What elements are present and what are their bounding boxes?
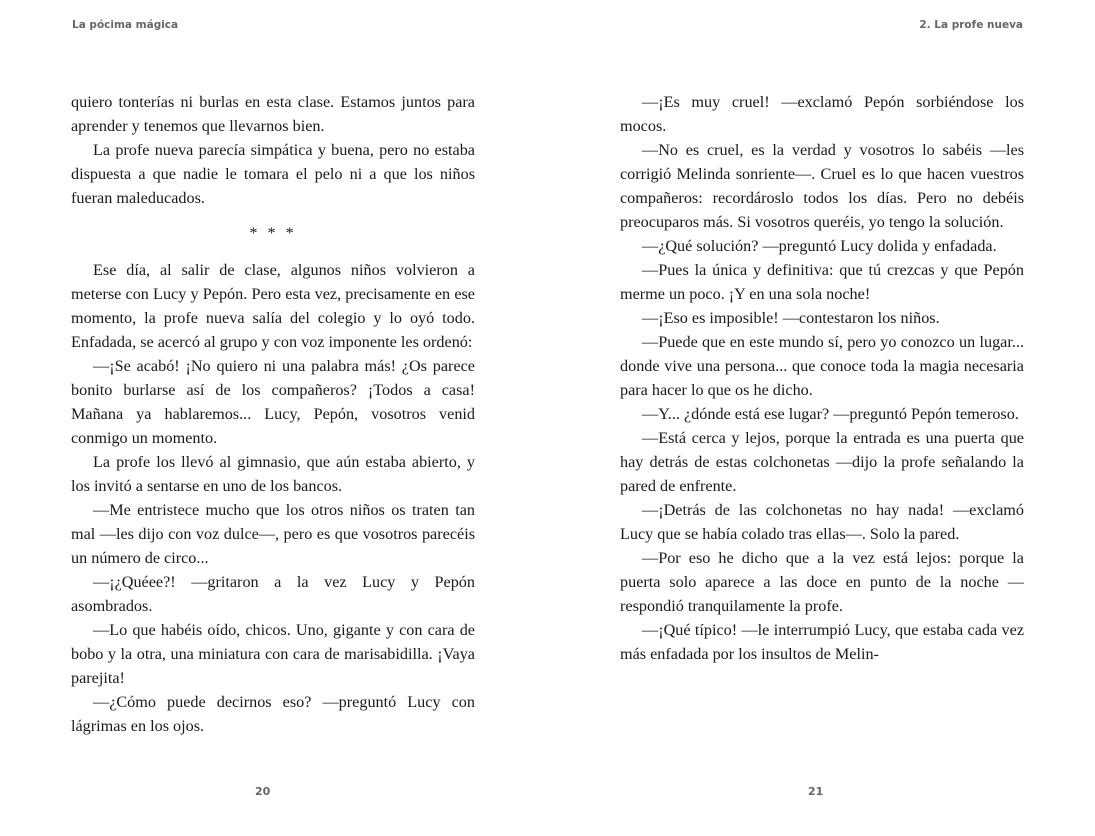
paragraph: La profe nueva parecía simpática y buena, pero no estaba dispuesta a que nadie le tomara el pelo ni a que los niños fueran maleducados. xyxy=(71,141,475,207)
paragraph: —No es cruel, es la verdad y vosotros lo sabéis —les corrigió Melinda sonriente—. Cruel es lo que hacen vuestros compañeros: recordároslo todos los días. Pero no debéis preocuparos más. Si vosotros queréis, yo tengo la solución. xyxy=(620,141,1024,231)
paragraph: —Y... ¿dónde está ese lugar? —preguntó Pepón temeroso. xyxy=(642,405,1019,423)
paragraph: —Está cerca y lejos, porque la entrada es una puerta que hay detrás de estas colchonetas —dijo la profe señalando la pared de enfrente. xyxy=(620,429,1024,495)
page-number-right: 21 xyxy=(808,785,824,798)
paragraph: quiero tonterías ni burlas en esta clase. Estamos juntos para aprender y tenemos que llevarnos bien. xyxy=(71,93,475,135)
paragraph: —Me entristece mucho que los otros niños os traten tan mal —les dijo con voz dulce—, pero es que vosotros parecéis un número de circo... xyxy=(71,501,475,567)
paragraph: —Por eso he dicho que a la vez está lejos: porque la puerta solo aparece a las doce en punto de la noche —respondió tranquilamente la profe. xyxy=(620,549,1024,615)
paragraph: Ese día, al salir de clase, algunos niños volvieron a meterse con Lucy y Pepón. Pero esta vez, precisamente en ese momento, la profe nueva salía del colegio y lo oyó todo. Enfadada, se acercó al grupo y con voz imponente les ordenó: xyxy=(71,261,475,351)
running-header-book-title: La pócima mágica xyxy=(72,19,179,31)
section-break: * * * xyxy=(249,224,297,242)
paragraph: La profe los llevó al gimnasio, que aún estaba abierto, y los invitó a sentarse en uno de los bancos. xyxy=(71,453,475,495)
right-page-text xyxy=(620,90,1024,666)
paragraph: —¿Cómo puede decirnos eso? —preguntó Lucy con lágrimas en los ojos. xyxy=(71,693,475,735)
paragraph: —¡Es muy cruel! —exclamó Pepón sorbiéndose los mocos. xyxy=(620,93,1024,135)
paragraph: —¡Detrás de las colchonetas no hay nada! —exclamó Lucy que se había colado tras ellas—. Solo la pared. xyxy=(620,501,1024,543)
paragraph: —¡Eso es imposible! —contestaron los niños. xyxy=(642,309,940,327)
paragraph: —Puede que en este mundo sí, pero yo conozco un lugar... donde vive una persona... que conoce toda la magia necesaria para hacer lo que os he dicho. xyxy=(620,333,1024,399)
running-header-chapter-title: 2. La profe nueva xyxy=(919,19,1023,31)
paragraph: —¡¿Quéee?! —gritaron a la vez Lucy y Pepón asombrados. xyxy=(71,573,475,615)
paragraph: —Pues la única y definitiva: que tú crezcas y que Pepón merme un poco. ¡Y en una sola noche! xyxy=(620,261,1024,303)
paragraph: —¡Qué típico! —le interrumpió Lucy, que estaba cada vez más enfadada por los insultos de Melin- xyxy=(620,621,1024,663)
paragraph: —¿Qué solución? —preguntó Lucy dolida y enfadada. xyxy=(642,237,997,255)
page-number-left: 20 xyxy=(255,785,271,798)
paragraph: —Lo que habéis oído, chicos. Uno, gigante y con cara de bobo y la otra, una miniatura con cara de marisabidilla. ¡Vaya parejita! xyxy=(71,621,475,687)
left-page-text xyxy=(71,90,475,738)
paragraph: —¡Se acabó! ¡No quiero ni una palabra más! ¿Os parece bonito burlarse así de los compañeros? ¡Todos a casa! Mañana ya hablaremos... Lucy, Pepón, vosotros venid conmigo un momento. xyxy=(71,357,475,447)
